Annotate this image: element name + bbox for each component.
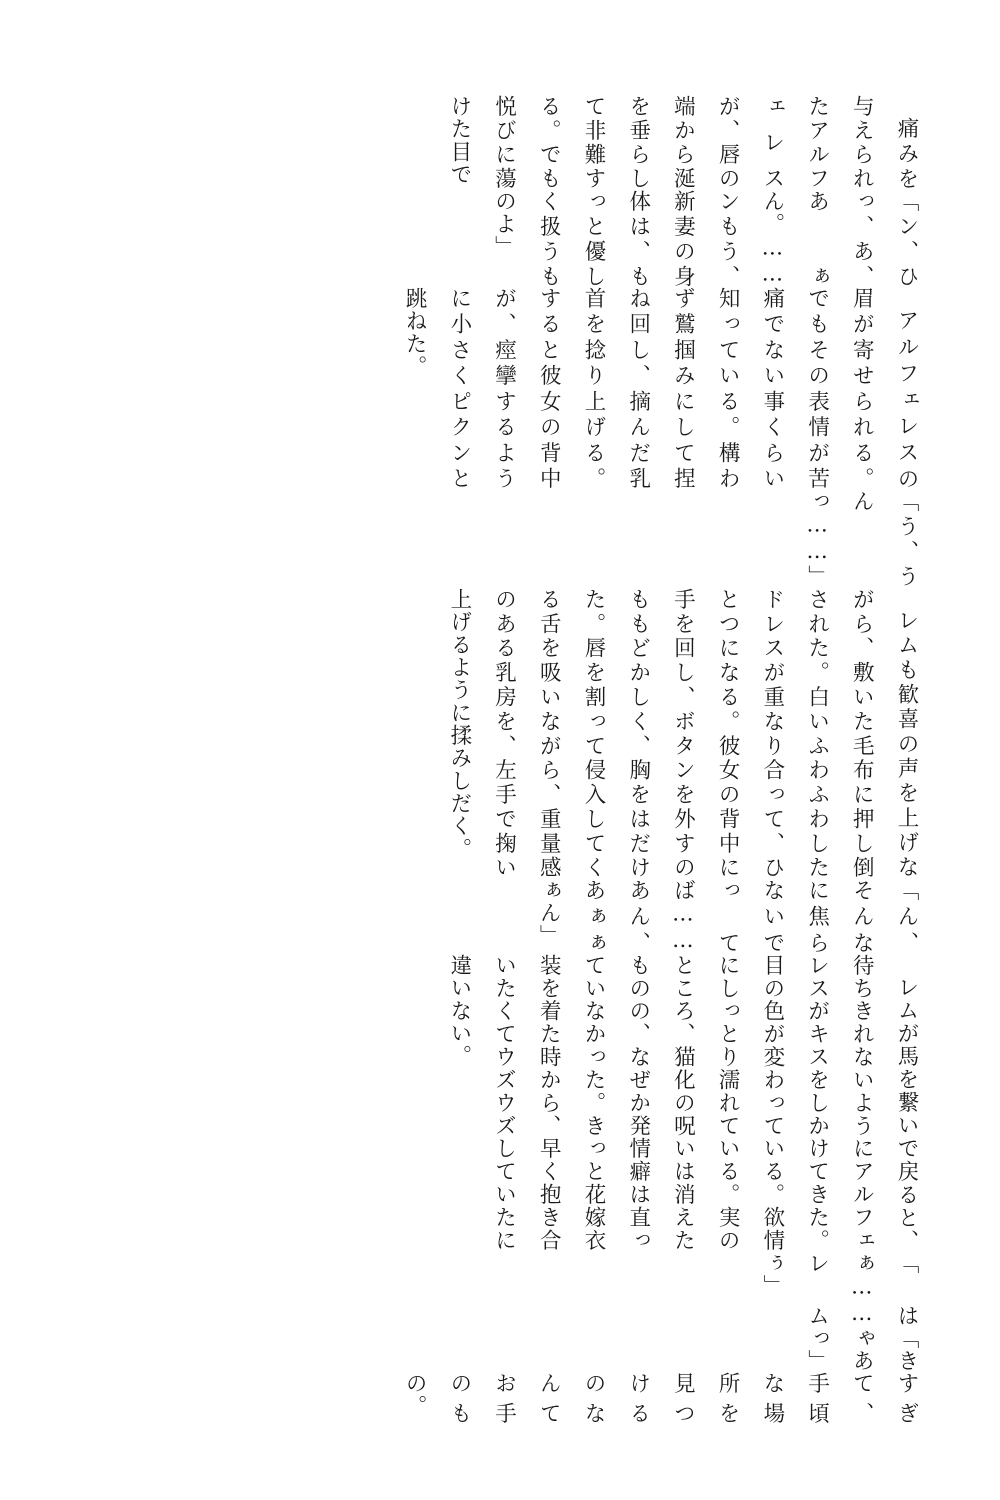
paragraph: すぎて、手頃な場所を見つけるのなんてお手のもの。 — [402, 1372, 919, 1425]
paragraph: レムも歓喜の声を上げながら、敷いた毛布に押し倒された。白いふわふわしたドレスが重なり合って、ひとつになる。彼女の背中に手を回し、ボタンを外すのももどかしく、胸をはだけた。唇を割って侵入してくる舌を吸いながら、重量感のある乳房を、左手で掬い上げるように揉みしだく。 — [446, 587, 919, 879]
paragraph: 「はぁ……レムぅ」 — [759, 1251, 919, 1327]
paragraph: 「きゃあっ」 — [804, 1326, 919, 1373]
paragraph: レムが馬を繋いで戻ると、待ちきれないようにアルフェレスがキスをしかけてきた。目の色が変わっている。欲情にしっとり濡れている。実のところ、猫化の呪いは消えたものの、なぜか発情癖は直っていなかった。きっと花嫁衣装を着た時から、早く抱き合いたくてウズウズしていたに違いない。 — [446, 954, 919, 1252]
paragraph: 痛みを与えられたアルフェレスが、唇の端から涎を垂らして非難する。でも悦びに蕩けた目で — [446, 95, 919, 190]
paragraph: 「ん、そんなに焦らないでってば……あん、あぁぁぁん」 — [536, 878, 919, 955]
paragraph: アルフェレスの眉が寄せられる。でもその表情が苦痛でない事くらい知っている。構わず鷲掴みにして捏ね回し、摘んだ乳首を捻り上げる。すると彼女の背中が、痙攣するように小さくピクンと跳ねた。 — [402, 287, 919, 491]
paragraph: 「ン、ひっ、あ、あぁん。……ンもう、新妻の身体は、もっと優しく扱うものよ」 — [491, 189, 919, 288]
paragraph: 「う、うんっ……」 — [804, 490, 919, 588]
vertical-text-body — [68, 95, 928, 1425]
